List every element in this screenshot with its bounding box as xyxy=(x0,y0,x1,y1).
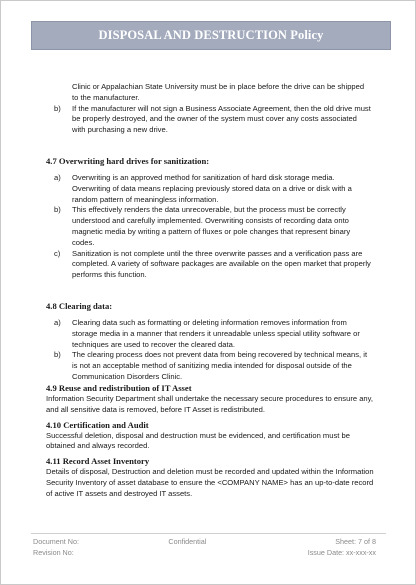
classification-label: Confidential xyxy=(168,537,207,546)
section-heading: 4.11 Record Asset Inventory xyxy=(46,456,150,467)
list-item xyxy=(46,350,372,382)
list-marker: b) xyxy=(54,350,61,360)
list-marker: c) xyxy=(54,248,61,258)
list-marker: b) xyxy=(54,103,61,113)
list-item xyxy=(46,205,372,248)
list-item-text: Sanitization is not complete until the three overwrite passes and a verification pass are completed. A variety of software packages are available on the open market that properly performs this function. xyxy=(72,248,371,280)
sheet-number: Sheet: 7 of 8 xyxy=(335,537,376,546)
section-heading: 4.7 Overwriting hard drives for sanitization: xyxy=(46,155,210,166)
list-marker: a) xyxy=(54,172,61,182)
footer-divider xyxy=(31,533,386,534)
section-heading: 4.8 Clearing data: xyxy=(46,300,113,311)
document-number-label: Document No: xyxy=(33,537,79,546)
list-item-text: Overwriting is an approved method for sanitization of hard disk storage media. Overwriting of data means replacing previously stored data on a drive or disk with a random pattern of meaningless information. xyxy=(72,172,352,204)
section-4-6-continuation: Clinic or Appalachian State University must be in place before the drive can be shipped to the manufacturer. xyxy=(72,82,365,102)
section-heading: 4.9 Reuse and redistribution of IT Asset xyxy=(46,383,192,393)
list-item xyxy=(46,318,372,350)
section-body: Successful deletion, disposal and destruction must be evidenced, and certification must be obtained and always recorded. xyxy=(46,430,350,451)
issue-date: Issue Date: xx-xxx-xx xyxy=(307,547,376,557)
page-footer xyxy=(33,537,376,558)
list-item xyxy=(46,104,372,136)
section-body: Details of disposal, Destruction and deletion must be recorded and updated within the Information Security Inventory of asset database to ensure the <COMPANY NAME> has an up-to-date record of active IT assets and destroyed IT assets. xyxy=(46,467,374,498)
document-title: DISPOSAL AND DESTRUCTION Policy xyxy=(98,28,324,42)
document-body-lower xyxy=(46,383,376,500)
list-item xyxy=(46,249,372,281)
list-item xyxy=(46,173,372,205)
document-body xyxy=(46,82,372,383)
list-item-text: The clearing process does not prevent data from being recovered by technical means, it is not an acceptable method of sanitizing media intended for disposal outside of the Communication Disorders Clinic. xyxy=(72,350,368,381)
list-item-text: Clearing data such as formatting or deleting information removes information from storage media in a manner that renders it unreadable unless special utility software or techniques are used to recover the cleared data. xyxy=(72,317,360,349)
list-item-text: This effectively renders the data unrecoverable, but the process must be correctly understood and carefully implemented. Overwriting consists of recording data onto magnetic media by writing a pattern of fluxes or pole changes that represent binary codes. xyxy=(72,205,351,247)
list-marker: b) xyxy=(54,205,61,215)
section-heading: 4.10 Certification and Audit xyxy=(46,419,149,430)
list-marker: a) xyxy=(54,317,61,327)
section-body: Information Security Department shall undertake the necessary secure procedures to ensure any, and all sensitive data is removed, before IT Asset is redistributed. xyxy=(46,394,373,414)
document-title-bar xyxy=(31,21,391,50)
revision-number-label: Revision No: xyxy=(33,547,74,557)
list-item-text: If the manufacturer will not sign a Business Associate Agreement, then the old drive must be properly destroyed, and the owner of the system must cover any costs associated with purchasing a new drive. xyxy=(72,103,371,135)
